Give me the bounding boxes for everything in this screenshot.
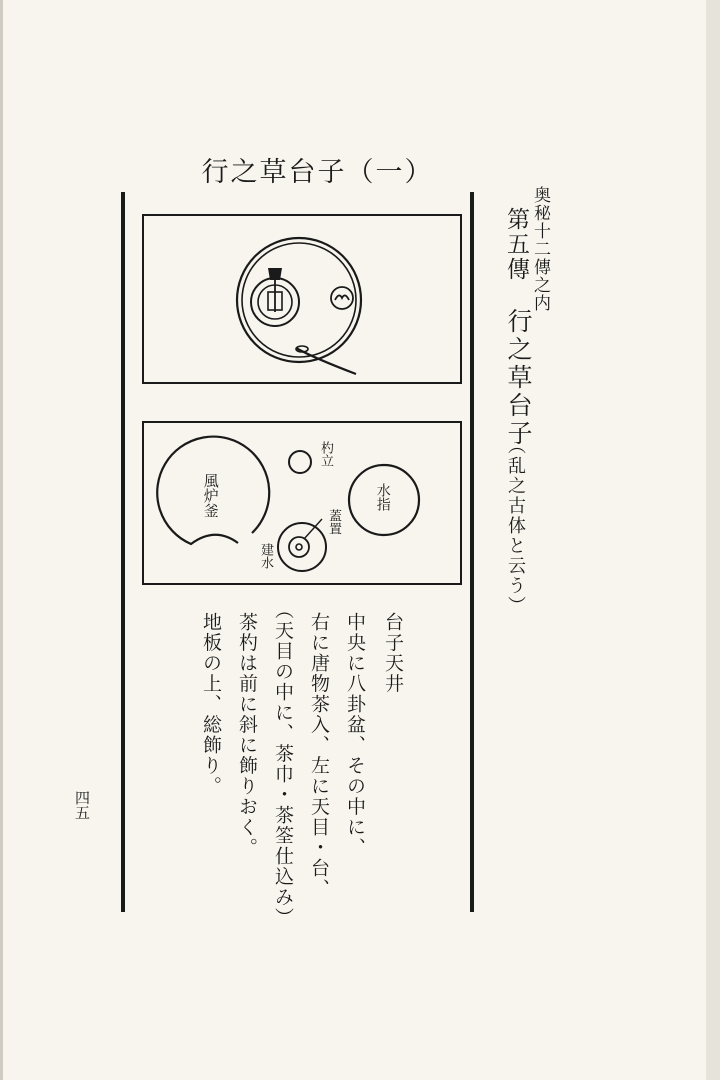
- label-mizusashi: 水指: [374, 483, 391, 511]
- label-shakutate: 杓立: [318, 441, 333, 467]
- right-frame-rule: [470, 192, 474, 912]
- heading-note: （乱之古体と云う）: [505, 436, 526, 616]
- series-line: 奥秘十二傳之内: [530, 186, 550, 312]
- body-line-1: 台子天井: [382, 612, 404, 694]
- diagram-upper-tenjo: [142, 214, 462, 384]
- label-futaoki: 蓋置: [326, 509, 341, 535]
- body-line-3: 右に唐物茶入、左に天目・台、: [308, 612, 330, 899]
- jiita-diagram: [144, 423, 460, 583]
- chapter-line: 第五傳: [503, 207, 529, 282]
- body-line-2: 中央に八卦盆、その中に、: [344, 612, 366, 858]
- heading: 行之草台子: [504, 308, 533, 448]
- page-edge-right: [706, 0, 720, 1080]
- label-furo-kama: 風炉釜: [201, 473, 220, 518]
- label-kensui: 建水: [258, 543, 273, 569]
- page-title: 行之草台子（一）: [201, 157, 434, 188]
- body-line-4: （天目の中に、茶巾・茶筌仕込み）: [272, 600, 294, 928]
- body-line-5: 茶杓は前に斜に飾りおく。: [236, 612, 258, 858]
- hakke-bon-diagram: [144, 216, 460, 382]
- page-number: 四五: [73, 790, 91, 820]
- left-frame-rule: [121, 192, 125, 912]
- diagram-lower-jiita: [142, 421, 462, 585]
- body-line-6: 地板の上、総飾り。: [200, 612, 222, 797]
